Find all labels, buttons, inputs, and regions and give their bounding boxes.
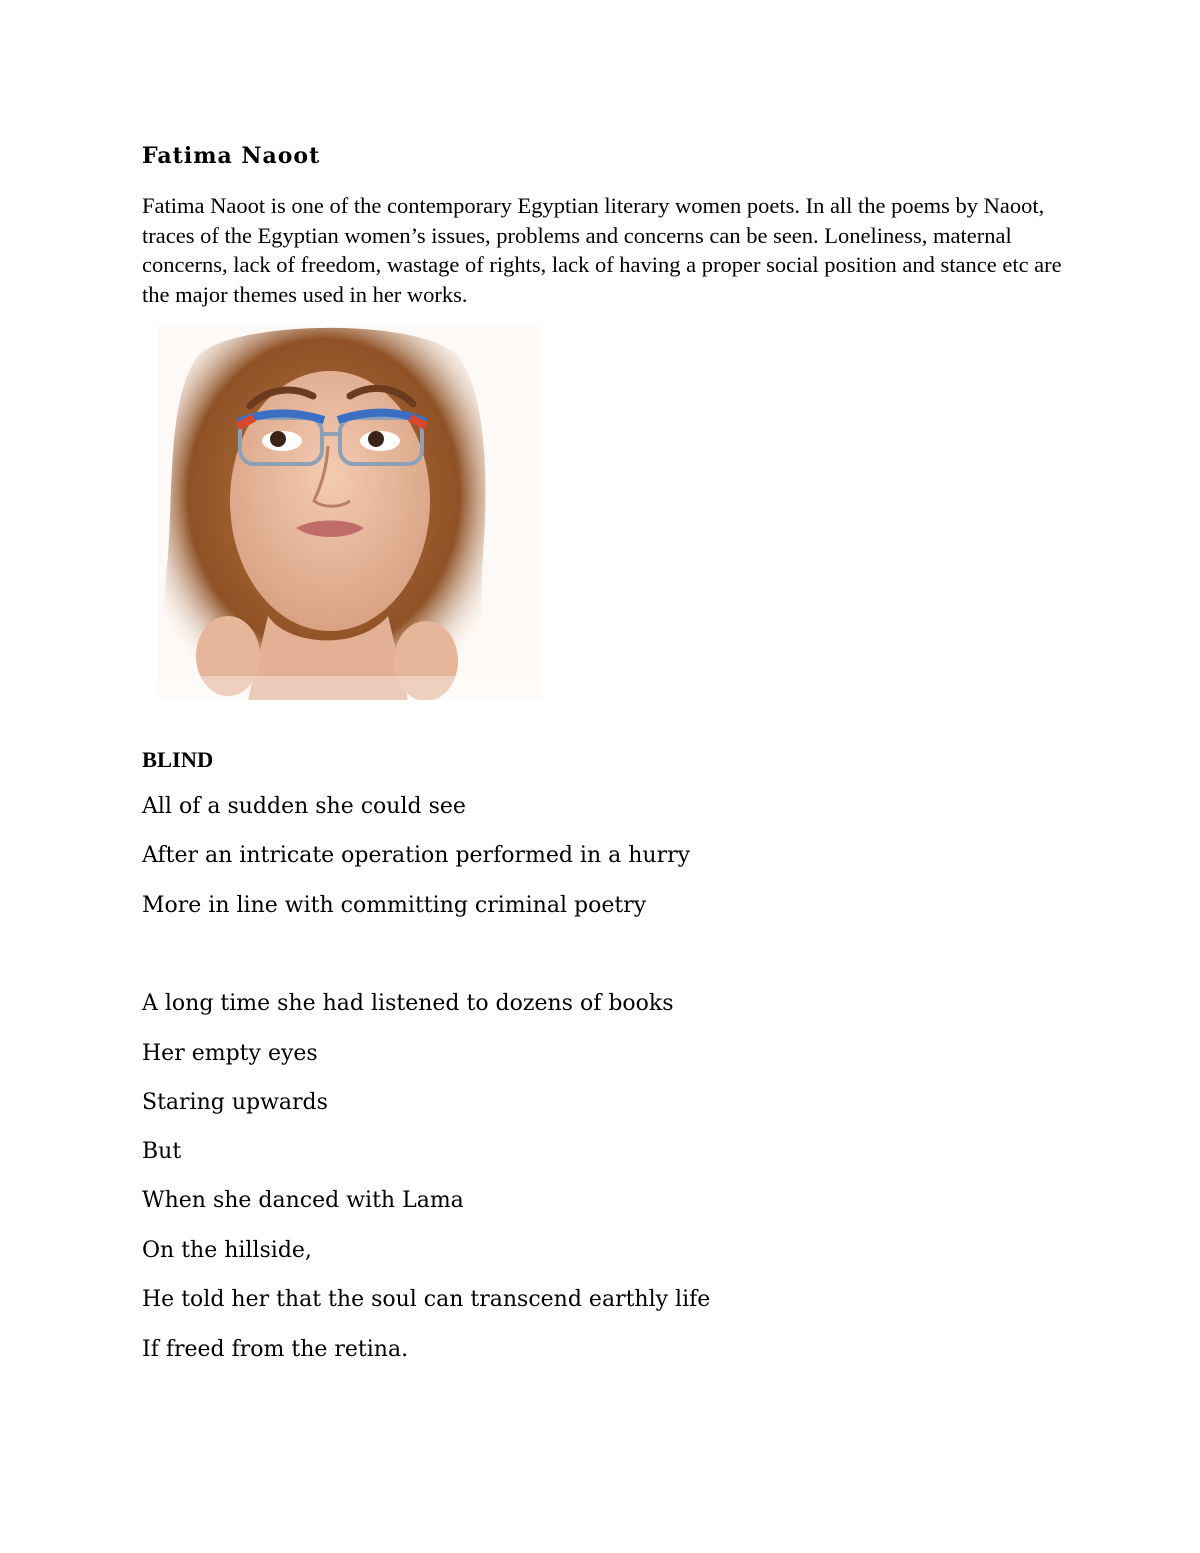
poem-line: On the hillside, <box>142 1238 312 1263</box>
page-title: Fatima Naoot <box>142 143 321 169</box>
poem-line: Staring upwards <box>142 1090 328 1115</box>
poem-line: Her empty eyes <box>142 1041 318 1066</box>
author-portrait <box>158 326 540 700</box>
poem-line: A long time she had listened to dozens of books <box>142 991 674 1016</box>
poem-title: BLIND <box>142 747 214 772</box>
poem-line: But <box>142 1139 182 1164</box>
portrait-illustration <box>158 326 540 700</box>
poem-line: More in line with committing criminal poetry <box>142 893 647 918</box>
poem-line: He told her that the soul can transcend earthly life <box>142 1287 711 1312</box>
poem-line: If freed from the retina. <box>142 1337 409 1362</box>
intro-paragraph: Fatima Naoot is one of the contemporary Egyptian literary women poets. In all the poems by Naoot, traces of the Egyptian women’s issues, problems and concerns can be seen. Loneliness, maternal concerns, lack of freedom, wastage of rights, lack of having a proper social position and stance etc are the major themes used in her works. <box>142 193 1062 307</box>
poem-line: When she danced with Lama <box>142 1188 464 1213</box>
poem-line: All of a sudden she could see <box>142 794 466 819</box>
poem-line: After an intricate operation performed in a hurry <box>142 843 691 868</box>
